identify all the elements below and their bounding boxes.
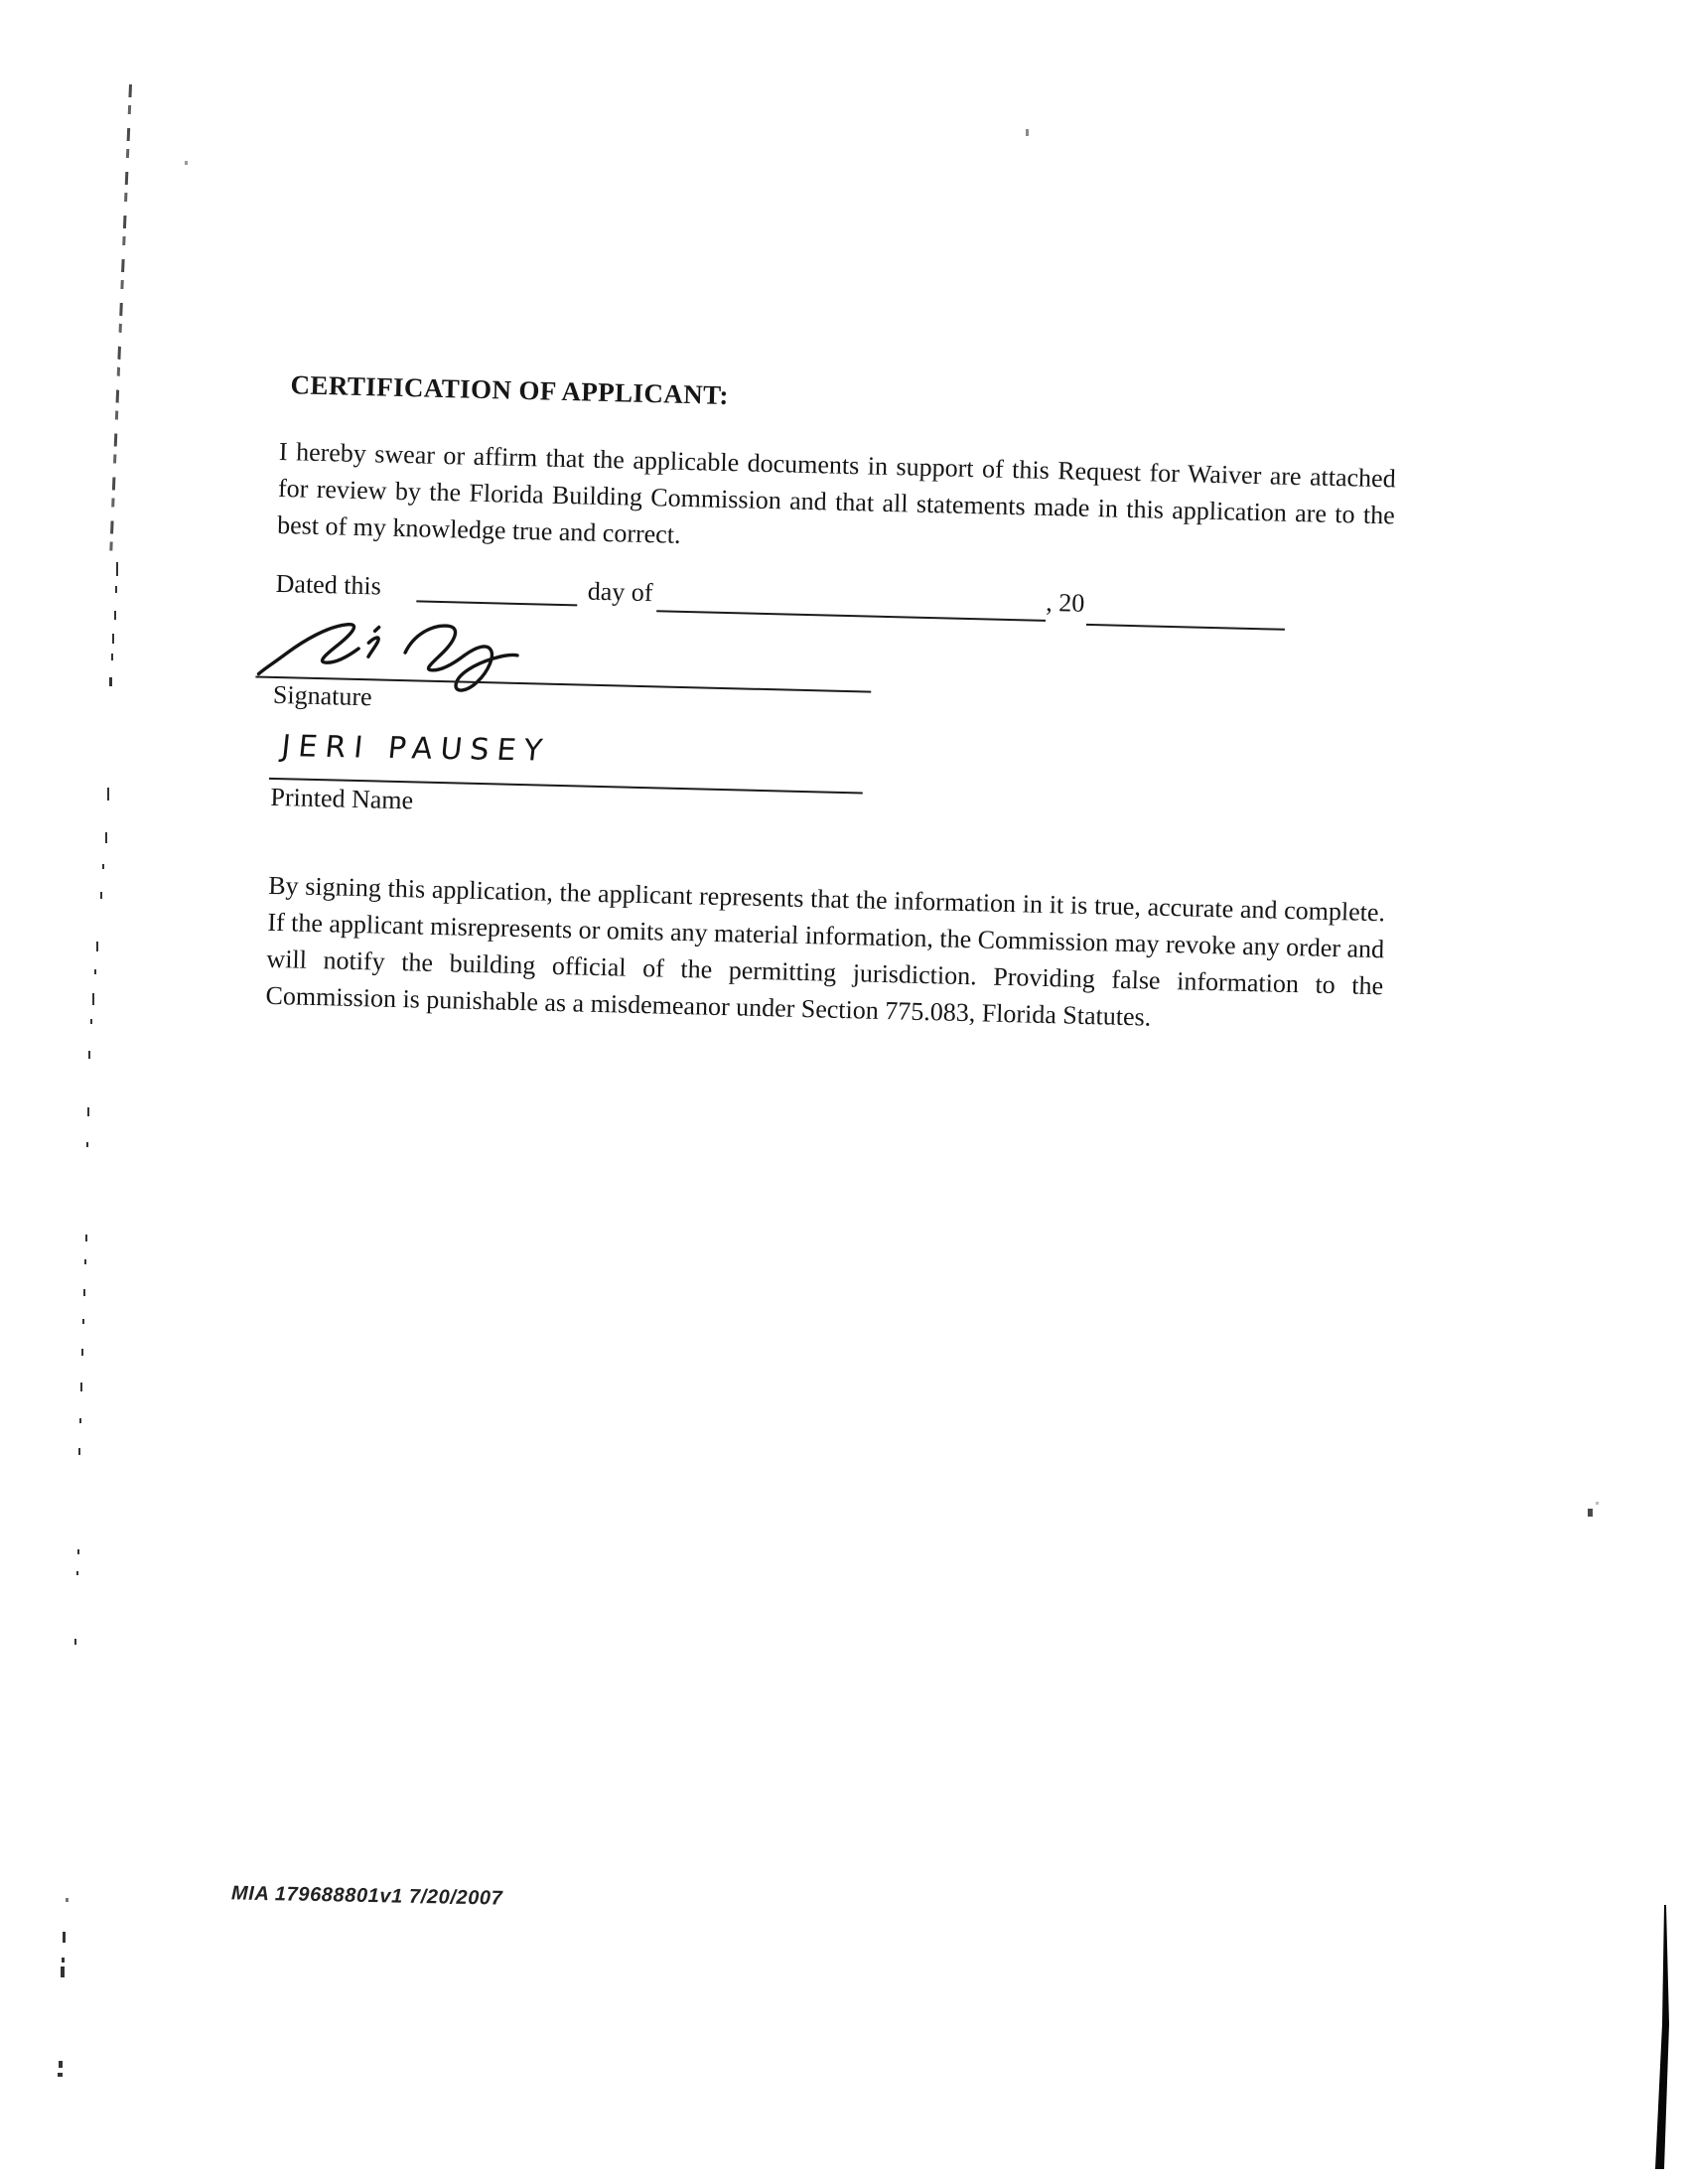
noise-speck [115,586,117,593]
date-year-blank [1086,604,1285,631]
noise-speck [66,1898,69,1902]
document-heading: CERTIFICATION OF APPLICANT: [290,369,730,411]
noise-speck [86,1142,88,1147]
noise-speck [88,1051,90,1059]
noise-speck [105,832,107,843]
noise-speck [77,1549,79,1554]
noise-speck [78,1448,80,1455]
noise-speck [109,677,112,686]
noise-speck [102,864,104,869]
dated-prefix-label: Dated this [275,568,382,601]
noise-speck [1596,1502,1599,1505]
noise-speck [59,2061,63,2068]
noise-speck [116,562,118,576]
noise-speck [62,1958,65,1963]
printed-name-handwriting: JERI PAUSEY [279,729,552,769]
noise-speck [92,993,94,1005]
printed-name-block [270,729,1414,853]
noise-speck [82,1319,84,1324]
date-month-blank [656,590,1046,622]
document-body [265,369,1423,1042]
date-day-blank [416,580,577,606]
affirmation-paragraph: I hereby swear or affirm that the applicable documents in support of this Request for Waiver are attached for review by the Florida Building Commission and that all statements made in this application are to the best of my knowledge true and correct. [276,436,1397,549]
scan-fold-line [109,84,132,561]
noise-speck [80,1383,82,1391]
noise-speck [83,1289,85,1296]
day-of-label: day of [587,576,653,608]
noise-speck [1588,1509,1593,1517]
noise-speck [100,892,102,899]
noise-speck [58,2073,63,2077]
noise-speck [63,1932,66,1943]
noise-speck [1026,129,1029,136]
noise-speck [85,1235,87,1241]
noise-speck [90,1019,92,1024]
scan-edge-line [1650,1905,1676,2169]
noise-speck [96,942,98,951]
noise-speck [111,654,113,660]
noise-speck [94,969,96,974]
noise-speck [84,1259,86,1264]
year-prefix-label: , 20 [1046,587,1085,618]
noise-speck [87,1107,89,1116]
noise-speck [81,1349,83,1356]
document-id-footer: MIA 179688801v1 7/20/2007 [230,1882,503,1910]
signature-block [273,629,1417,736]
noise-speck [76,1571,78,1575]
representation-paragraph: By signing this application, the applicant represents that the information in it is true, accurate and complete. If the applicant misrepresents or omits any material information, the Commission may revoke any order and will notify the building official of the permitting jurisdiction. Providing false information to the Commission is punishable as a misdemeanor under Section 775.083, Florida Statutes. [265,870,1386,1032]
printed-name-label: Printed Name [270,782,414,815]
noise-speck [107,788,109,801]
noise-speck [79,1418,81,1423]
noise-speck [112,634,114,644]
noise-speck [61,1966,65,1977]
noise-speck [74,1639,76,1645]
signature-label: Signature [272,679,372,712]
noise-speck [114,611,116,620]
noise-speck [185,161,188,165]
